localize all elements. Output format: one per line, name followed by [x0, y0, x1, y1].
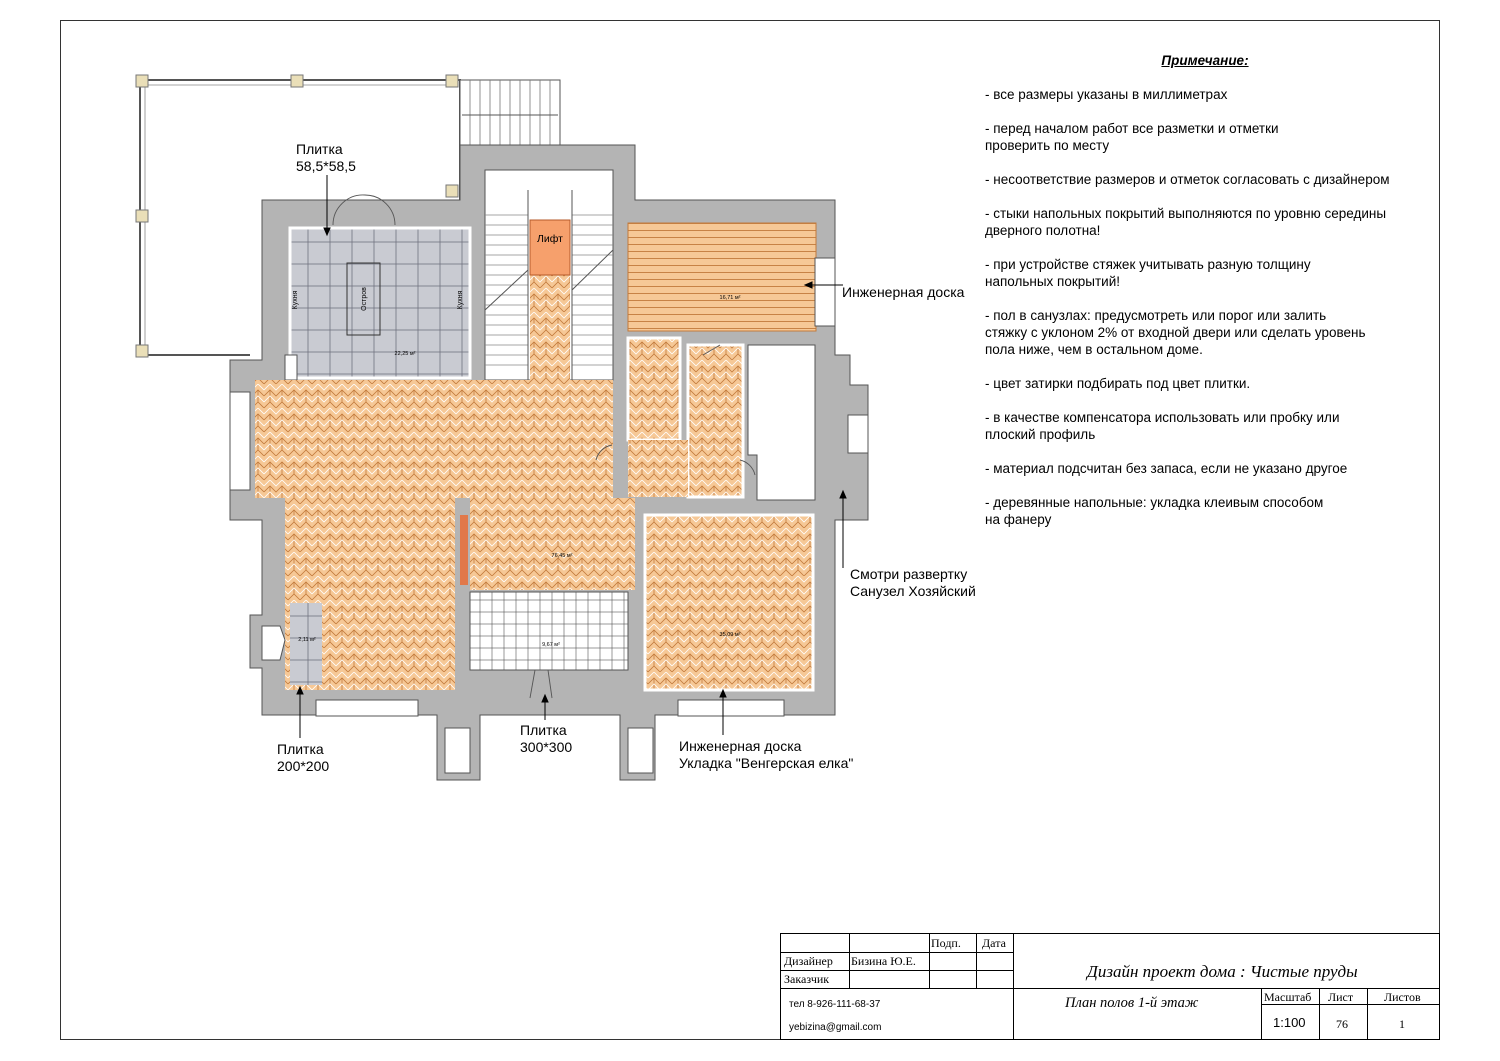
callout-eng-board-top: Инженерная доска	[842, 284, 965, 300]
bathroom-white	[748, 345, 815, 500]
floor-board	[628, 223, 816, 331]
notes-panel	[985, 52, 1445, 545]
callout-see-sheet: Смотри развертку Санузел Хозяйский	[850, 566, 976, 599]
note-item: - пол в санузлах: предусмотреть или порог или залить стяжку с уклоном 2% от входной двери или сделать уровень пола ниже, чем в остальном доме.	[985, 308, 1366, 357]
scale-label: Масштаб	[1264, 990, 1312, 1004]
notes-title: Примечание:	[1161, 53, 1249, 68]
note-item: - цвет затирки подбирать под цвет плитки.	[985, 376, 1251, 391]
kitchen-left-label: Кухня	[292, 290, 299, 310]
note-item: - деревянные напольные: укладка клеивым способом на фанеру	[985, 495, 1324, 527]
scale-value: 1:100	[1273, 1015, 1306, 1030]
callout-tile-small: Плитка 200*200	[277, 741, 330, 774]
note-item: - стыки напольных покрытий выполняются по уровню середины дверного полотна!	[985, 206, 1387, 238]
designer-name: Бизина Ю.Е.	[851, 954, 916, 968]
phone: тел 8-926-111-68-37	[789, 999, 881, 1010]
note-item: - материал подсчитан без запаса, если не указано другое	[985, 461, 1348, 476]
sheets-value: 1	[1399, 1017, 1405, 1031]
client-label: Заказчик	[784, 972, 830, 986]
lift-box	[530, 220, 570, 275]
callout-eng-board-herringbone: Инженерная доска Укладка "Венгерская елка"	[679, 738, 854, 771]
callout-tile-kitchen: Плитка 58,5*58,5	[296, 141, 356, 174]
email: yebizina@gmail.com	[789, 1022, 882, 1033]
callout-tile-entry: Плитка 300*300	[520, 722, 573, 755]
area-board: 16,71 м²	[719, 295, 741, 301]
sheets-label: Листов	[1384, 990, 1421, 1004]
col-sign: Подп.	[931, 936, 961, 950]
area-kitchen: 22,25 м²	[394, 351, 416, 357]
col-date: Дата	[982, 936, 1006, 950]
sheet-value: 76	[1336, 1017, 1348, 1031]
note-item: - несоответствие размеров и отметок согласовать с дизайнером	[985, 172, 1390, 187]
kitchen-right-label: Кухня	[457, 290, 464, 310]
lift-label: Лифт	[537, 233, 563, 245]
sheet-title: План полов 1-й этаж	[1065, 995, 1199, 1011]
area-entry: 9,67 м²	[542, 642, 560, 648]
island-label: Остров	[361, 287, 368, 311]
outer-stair	[460, 80, 560, 145]
title-block	[780, 933, 1440, 1040]
designer-label: Дизайнер	[784, 954, 833, 968]
note-item: - в качестве компенсатора использовать или пробку или плоский профиль	[985, 410, 1340, 442]
project-title: Дизайн проект дома : Чистые пруды	[1087, 962, 1358, 981]
floor-kitchen	[285, 228, 470, 380]
sheet-label: Лист	[1328, 990, 1354, 1004]
area-bath: 2,11 м²	[298, 637, 316, 643]
area-hall: 76,45 м²	[551, 553, 573, 559]
note-item: - все размеры указаны в миллиметрах	[985, 87, 1228, 102]
note-item: - перед началом работ все разметки и отметки проверить по месту	[985, 121, 1279, 153]
area-bedroom: 35,09 м²	[719, 632, 741, 638]
note-item: - при устройстве стяжек учитывать разную толщину напольных покрытий!	[985, 257, 1311, 289]
